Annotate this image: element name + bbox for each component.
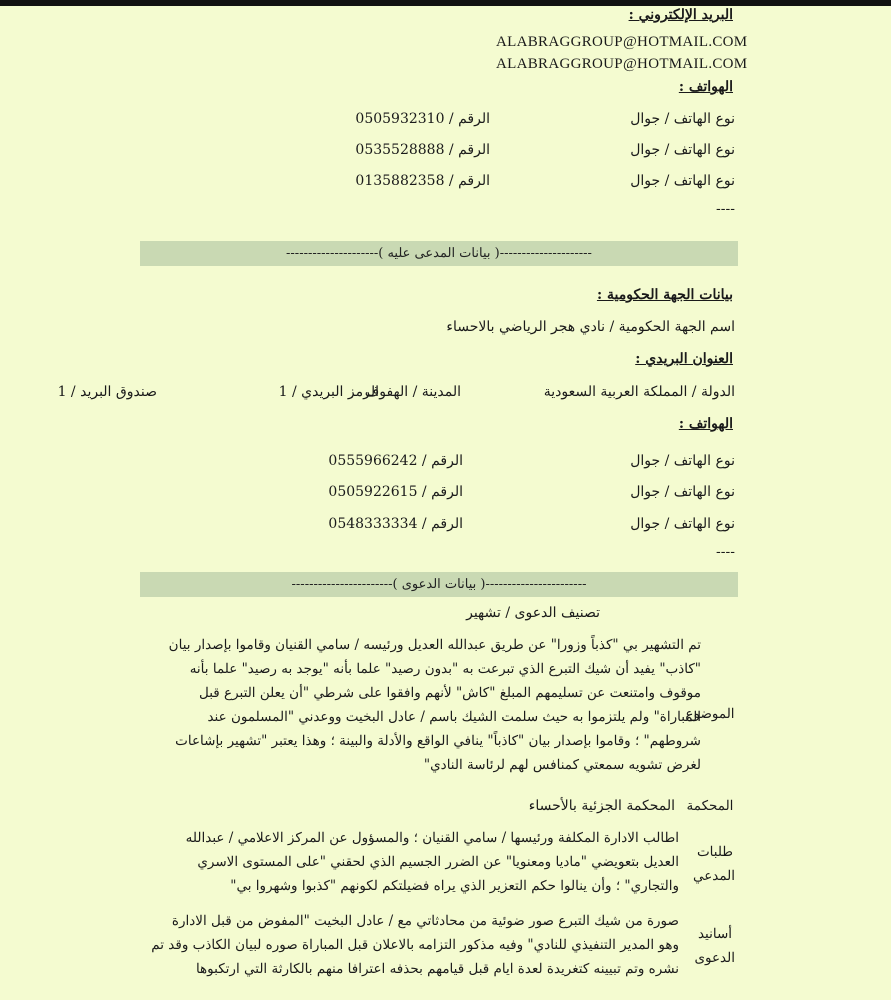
phones-heading: الهواتف : [678, 79, 733, 95]
separator-dashes: ---- [716, 544, 735, 560]
email-value-1: ALABRAGGROUP@HOTMAIL.COM [496, 34, 748, 50]
address-postal-code: الرمز البريدي / 1 [278, 384, 379, 400]
claim-subject-text: تم التشهير بي "كذباً وزورا" عن طريق عبدالله العديل ورئيسه / سامي القنيان وقاموا بإصدار بيان "كاذب" يفيد أن شيك التبرع الذي تبرعت به "بدون رصيد" علما بأنه "يوجد به رصيد" علما بأنه موقوف وامتنعت عن تسليمهم المبلغ "كاش" لأنهم وافقوا على شرطي "أن يعلن التبرع قبل المباراة" ولم يلتزموا به حيث سلمت الشيك باسم / عادل البخيت ووعدني "المسلمون عند شروطهم" ؛ وقاموا بإصدار بيان "كاذباً" ينافي الواقع والأدلة والبينة ؛ وهذا يعتبر "تشهير بإشاعات لغرض تشويه سمعتي كمنافس لهم لرئاسة النادي" [168, 637, 701, 773]
claim-court-label: المحكمة [686, 798, 734, 814]
defendant-section-band: ---------------------( بيانات المدعى عليه )--------------------- [140, 241, 738, 266]
top-black-bar [0, 0, 891, 6]
claim-requests-text: اطالب الادارة المكلفة ورئيسها / سامي القنيان ؛ والمسؤول عن المركز الاعلامي / عبدالله العديل بتعويضي "ماديا ومعنويا" عن الضرر الجسيم الذي لحقني "على المستوى الاسري والتجاري" ؛ وأن ينالوا حكم التعزير الذي يراه فضيلتكم لكونهم "كذبوا وشهروا بي" [185, 830, 679, 894]
phone-number: الرقم / 0555966242 [328, 453, 463, 469]
phone-type: نوع الهاتف / جوال [630, 111, 735, 127]
postal-address-heading: العنوان البريدي : [635, 351, 733, 367]
gov-entity-heading: بيانات الجهة الحكومية : [596, 287, 733, 303]
phone-type: نوع الهاتف / جوال [630, 453, 735, 469]
gov-entity-name: اسم الجهة الحكومية / نادي هجر الرياضي بالاحساء [446, 319, 735, 335]
address-city: المدينة / الهفوف [364, 384, 461, 400]
claim-court-value: المحكمة الجزئية بالأحساء [528, 798, 675, 814]
phone-type: نوع الهاتف / جوال [630, 516, 735, 532]
claim-section-band: -----------------------( بيانات الدعوى )----------------------- [140, 572, 738, 597]
phone-number: الرقم / 0505932310 [355, 111, 490, 127]
email-heading: البريد الإلكتروني : [628, 7, 733, 23]
phone-type: نوع الهاتف / جوال [630, 173, 735, 189]
email-value-2: ALABRAGGROUP@HOTMAIL.COM [496, 56, 748, 72]
defendant-phones-heading: الهواتف : [678, 416, 733, 432]
claim-grounds-label: أسانيد الدعوى [694, 926, 735, 966]
claim-classification: تصنيف الدعوى / تشهير [466, 605, 600, 621]
phone-number: الرقم / 0535528888 [355, 142, 490, 158]
phone-type: نوع الهاتف / جوال [630, 484, 735, 500]
phone-number: الرقم / 0135882358 [355, 173, 490, 189]
claim-grounds-text: صورة من شيك التبرع صور ضوئية من محادثاتي مع / عادل البخيت "المفوض من قبل الادارة وهو المدير التنفيذي للنادي" وفيه مذكور التزامه بالاعلان قبل المباراة صوره لبيان الكاذب وقد تم نشره وتم تبيينه كتغريدة لعدة ايام قبل قيامهم بحذفه اعترافا منهم بالكارثة التي ارتكبوها [151, 913, 679, 977]
address-po-box: صندوق البريد / 1 [57, 384, 157, 400]
address-country: الدولة / المملكة العربية السعودية [543, 384, 735, 400]
phone-number: الرقم / 0548333334 [328, 516, 463, 532]
separator-dashes: ---- [716, 201, 735, 217]
phone-number: الرقم / 0505922615 [328, 484, 463, 500]
phone-type: نوع الهاتف / جوال [630, 142, 735, 158]
claim-requests-label: طلبات المدعي [692, 844, 735, 884]
claim-subject-label: الموضوع [685, 706, 735, 722]
